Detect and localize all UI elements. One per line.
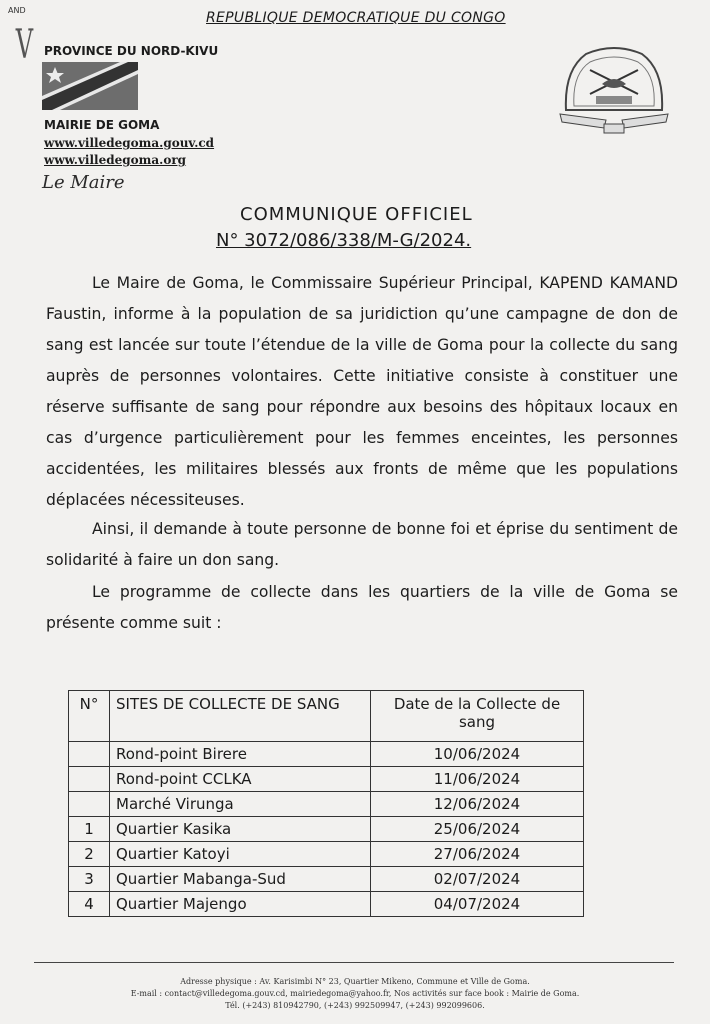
body-paragraph-3: Le programme de collecte dans les quartiers de la ville de Goma se présente comme suit :: [46, 583, 678, 632]
header-sites: SITES DE COLLECTE DE SANG: [110, 691, 371, 742]
city-seal-icon: [556, 40, 672, 136]
row-date: 25/06/2024: [371, 817, 584, 842]
row-site: Marché Virunga: [110, 792, 371, 817]
table-row: [69, 817, 584, 842]
header-number: N°: [69, 691, 110, 742]
header-date: Date de la Collecte de sang: [371, 691, 584, 742]
row-number: 3: [69, 867, 110, 892]
table-header-row: [69, 691, 584, 742]
row-date: 12/06/2024: [371, 792, 584, 817]
corner-mark: AND: [8, 6, 26, 15]
row-date: 04/07/2024: [371, 892, 584, 917]
row-site: Rond-point Birere: [110, 742, 371, 767]
table-row: [69, 867, 584, 892]
row-date: 02/07/2024: [371, 867, 584, 892]
row-number: [69, 792, 110, 817]
document-number: N° 3072/086/338/M-G/2024.: [216, 230, 472, 251]
body-paragraph-1: Le Maire de Goma, le Commissaire Supérieur Principal, KAPEND KAMAND Faustin, informe à la population de sa juridiction qu’une campagne de don de sang est lancée sur toute l’étendue de la ville de Goma pour la collecte du sang auprès de personnes volontaires. Cette initiative consiste à constituer une réserve suffisante de sang pour répondre aux besoins des hôpitaux locaux en cas d’urgence particulièrement pour les femmes enceintes, les personnes accidentées, les militaires blessés aux fronts de même que les populations déplacées nécessiteuses.: [46, 274, 678, 509]
country-heading: REPUBLIQUE DEMOCRATIQUE DU CONGO: [206, 10, 506, 26]
body-paragraph-2: Ainsi, il demande à toute personne de bonne foi et éprise du sentiment de solidarité à faire un don sang.: [46, 520, 678, 569]
signature-title: Le Maire: [42, 172, 125, 193]
row-number: [69, 767, 110, 792]
row-date: 10/06/2024: [371, 742, 584, 767]
row-number: 2: [69, 842, 110, 867]
row-date: 27/06/2024: [371, 842, 584, 867]
table-row: [69, 842, 584, 867]
document-title: COMMUNIQUE OFFICIEL: [240, 204, 473, 225]
row-date: 11/06/2024: [371, 767, 584, 792]
footer-email: E-mail : contact@villedegoma.gouv.cd, mairiedegoma@yahoo.fr, Nos activités sur face book : Mairie de Goma.: [130, 989, 580, 998]
collection-schedule-table: [68, 690, 584, 917]
row-number: [69, 742, 110, 767]
website-link-org[interactable]: www.villedegoma.org: [44, 153, 187, 167]
province-name: PROVINCE DU NORD-KIVU: [44, 44, 219, 58]
row-site: Rond-point CCLKA: [110, 767, 371, 792]
row-site: Quartier Katoyi: [110, 842, 371, 867]
footer-address: Adresse physique : Av. Karisimbi N° 23, Quartier Mikeno, Commune et Ville de Goma.: [180, 977, 530, 986]
row-site: Quartier Majengo: [110, 892, 371, 917]
website-link-gouv[interactable]: www.villedegoma.gouv.cd: [44, 136, 215, 150]
footer-divider: [34, 962, 674, 963]
mairie-name: MAIRIE DE GOMA: [44, 118, 160, 132]
row-number: 1: [69, 817, 110, 842]
table-row: [69, 767, 584, 792]
table-row: [69, 892, 584, 917]
handwritten-mark: V: [15, 22, 34, 68]
footer-phone: Tél. (+243) 810942790, (+243) 992509947, (+243) 992099606.: [225, 1001, 485, 1010]
row-site: Quartier Mabanga-Sud: [110, 867, 371, 892]
row-number: 4: [69, 892, 110, 917]
row-site: Quartier Kasika: [110, 817, 371, 842]
flag-icon: [42, 62, 138, 110]
table-row: [69, 742, 584, 767]
table-row: [69, 792, 584, 817]
